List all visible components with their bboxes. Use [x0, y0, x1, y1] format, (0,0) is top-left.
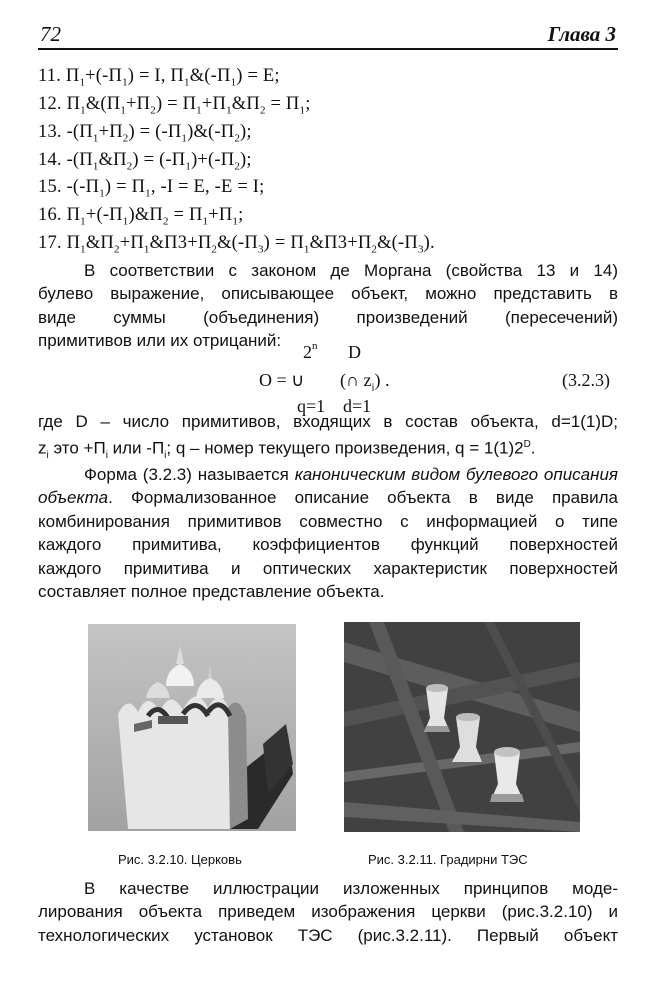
formula-lower-limit-q: q=1 [297, 396, 326, 416]
property-line: 13. $-(П_1+П_2)$ = $(-П_1)\&(-П_2)$; [38, 122, 252, 145]
property-number: 12. [38, 94, 67, 114]
text-line: $z_i$ это $+П_i$ или $-П_i$; q – номер текущего произведения, $q = 1(1)2^D$. [38, 439, 536, 462]
figure-caption-church: Рис. 3.2.10. Церковь [118, 852, 242, 867]
property-line: 15. $-(-П_1) = П_1$, -I = E, -E = I; [38, 177, 265, 200]
text-line: булево выражение, описывающее объект, можно представить в [38, 284, 618, 304]
text-line: примитивов или их отрицаний: [38, 331, 282, 351]
text-line: объекта. Формализованное описание объекта в виде правила [38, 488, 618, 508]
property-number: 14. [38, 150, 67, 170]
text-line: лирования объекта приведем изображения церкви (рис.3.2.10) и [38, 902, 618, 922]
text-line: Форма (3.2.3) называется каноническим видом булевого описания [84, 465, 618, 484]
property-number: 13. [38, 122, 67, 142]
formula-number: (3.2.3) [562, 370, 610, 390]
property-line: 17. $П_1\&П_2+П_1\&П3+П_2\&(-П_3)$ = $П_1\&П3+П_2\&(-П_3)$. [38, 233, 435, 256]
formula-lower-limit-d: d=1 [343, 396, 372, 416]
text-line: технологических установок ТЭС (рис.3.2.11). Первый объект [38, 925, 618, 945]
church-illustration [88, 624, 296, 831]
property-line: 16. $П_1+(-П_1)\&П_2 = П_1+П_1$; [38, 205, 244, 228]
paragraph-illustration [38, 877, 618, 947]
chapter-title: Глава 3 [547, 22, 616, 46]
formula-lhs: O = ∪ [259, 370, 305, 390]
paragraph-canonical-form [38, 463, 618, 603]
formula-inner: (∩ $z_i$) . [340, 370, 390, 394]
text-line: виде суммы (объединения) произведений (пересечений) [38, 307, 618, 327]
property-line: 12. $П_1\&(П_1+П_2)$ = $П_1+П_1\&П_2 = П_1$; [38, 94, 311, 117]
text-line: каждого примитива, коэффициентов функций поверхностей [38, 535, 618, 555]
figure-caption-towers: Рис. 3.2.11. Градирни ТЭС [368, 852, 528, 867]
church-figure [88, 624, 296, 831]
text-line: составляет полное представление объекта. [38, 581, 385, 601]
text-line: В качестве иллюстрации изложенных принципов моде- [84, 879, 618, 898]
formula-upper-limit-q: 2$^n$ [303, 340, 318, 362]
property-number: 17. [38, 233, 67, 253]
paragraph-definitions [38, 410, 618, 462]
property-number: 15. [38, 177, 67, 197]
cooling-towers-illustration [344, 622, 580, 832]
text-line: каждого примитива и оптических характеристик поверхностей [38, 558, 618, 578]
property-line: 14. $-(П_1\&П_2) = (-П_1)+(-П_2)$; [38, 150, 252, 173]
property-line: 11. $П_1+(-П_1) = I$, $П_1\&(-П_1) = E$; [38, 66, 280, 89]
property-number: 16. [38, 205, 67, 225]
formula-3-2-3 [255, 340, 625, 418]
text-line: где D – число примитивов, входящих в состав объекта, d=1(1)D; [38, 412, 618, 431]
page-header [38, 18, 618, 50]
page-number: 72 [40, 22, 61, 46]
paragraph-de-morgan [38, 259, 618, 353]
text-line: В соответствии с законом де Моргана (свойства 13 и 14) [84, 261, 618, 280]
property-number: 11. [38, 66, 66, 86]
formula-upper-limit-d: D [348, 342, 361, 362]
text-line: комбинирования примитивов совместно с информацией о типе [38, 511, 618, 531]
cooling-towers-figure [344, 622, 580, 832]
